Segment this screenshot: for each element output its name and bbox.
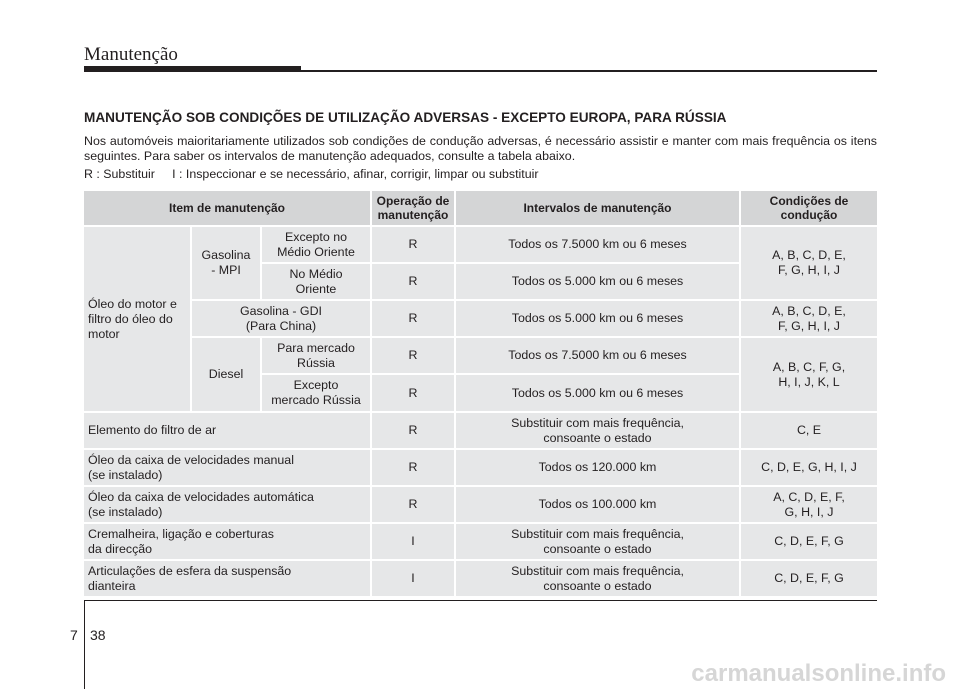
- legend-text: R : Substituir I : Inspeccionar e se necessário, afinar, corrigir, limpar ou substituir: [84, 167, 539, 181]
- conditions-cell: C, D, E, G, H, I, J: [741, 450, 877, 485]
- operation-cell: I: [372, 561, 454, 596]
- footer-rule: [84, 600, 877, 601]
- sub-row-label: Excepto no Médio Oriente: [262, 227, 370, 262]
- header-rule-thin: [301, 70, 877, 72]
- gasoline-mpi-label: Gasolina - MPI: [192, 227, 260, 299]
- interval-cell: Todos os 120.000 km: [456, 450, 739, 485]
- interval-cell: Todos os 7.5000 km ou 6 meses: [456, 338, 739, 373]
- sub-row-label: Excepto mercado Rússia: [262, 375, 370, 411]
- interval-cell: Substituir com mais frequência, consoante o estado: [456, 413, 739, 448]
- header-intervals: Intervalos de manutenção: [456, 191, 739, 225]
- conditions-cell: A, B, C, D, E, F, G, H, I, J: [741, 301, 877, 336]
- conditions-cell: A, C, D, E, F, G, H, I, J: [741, 487, 877, 522]
- operation-cell: R: [372, 264, 454, 299]
- gasoline-gdi-label: Gasolina - GDI (Para China): [192, 301, 370, 336]
- interval-cell: Todos os 5.000 km ou 6 meses: [456, 264, 739, 299]
- operation-cell: R: [372, 413, 454, 448]
- section-title: MANUTENÇÃO SOB CONDIÇÕES DE UTILIZAÇÃO ADVERSAS - EXCEPTO EUROPA, PARA RÚSSIA: [84, 110, 727, 125]
- conditions-cell: C, D, E, F, G: [741, 524, 877, 559]
- interval-cell: Substituir com mais frequência, consoante o estado: [456, 524, 739, 559]
- header-conditions: Condições de condução: [741, 191, 877, 225]
- conditions-cell: A, B, C, F, G, H, I, J, K, L: [741, 338, 877, 411]
- header-operation: Operação de manutenção: [372, 191, 454, 225]
- chapter-number: 7: [70, 627, 78, 643]
- engine-oil-item: Óleo do motor e filtro do óleo do motor: [84, 227, 190, 411]
- conditions-cell: A, B, C, D, E, F, G, H, I, J: [741, 227, 877, 299]
- footer-vertical-rule: [84, 600, 85, 689]
- diesel-label: Diesel: [192, 338, 260, 411]
- header-item: Item de manutenção: [84, 191, 370, 225]
- operation-cell: R: [372, 487, 454, 522]
- table-row-item: Óleo da caixa de velocidades manual (se instalado): [84, 450, 370, 485]
- interval-cell: Todos os 100.000 km: [456, 487, 739, 522]
- table-row-item: Articulações de esfera da suspensão dianteira: [84, 561, 370, 596]
- interval-cell: Todos os 5.000 km ou 6 meses: [456, 301, 739, 336]
- page-header-title: Manutenção: [84, 44, 178, 65]
- operation-cell: R: [372, 227, 454, 262]
- section-intro: Nos automóveis maioritariamente utilizados sob condições de condução adversas, é necessário assistir e manter com mais frequência os itens seguintes. Para saber os intervalos de manutenção adequados, consulte a tabela abaixo.: [84, 134, 877, 163]
- table-row-item: Elemento do filtro de ar: [84, 413, 370, 448]
- operation-cell: R: [372, 338, 454, 373]
- table-row-item: Cremalheira, ligação e coberturas da direcção: [84, 524, 370, 559]
- operation-cell: R: [372, 375, 454, 411]
- interval-cell: Substituir com mais frequência, consoante o estado: [456, 561, 739, 596]
- conditions-cell: C, E: [741, 413, 877, 448]
- operation-cell: R: [372, 450, 454, 485]
- conditions-cell: C, D, E, F, G: [741, 561, 877, 596]
- header-rule-thick: [84, 66, 301, 72]
- sub-row-label: Para mercado Rússia: [262, 338, 370, 373]
- page-number: 38: [90, 627, 106, 643]
- table-row-item: Óleo da caixa de velocidades automática (se instalado): [84, 487, 370, 522]
- operation-cell: R: [372, 301, 454, 336]
- interval-cell: Todos os 5.000 km ou 6 meses: [456, 375, 739, 411]
- watermark: carmanualsonline.info: [691, 660, 946, 687]
- sub-row-label: No Médio Oriente: [262, 264, 370, 299]
- interval-cell: Todos os 7.5000 km ou 6 meses: [456, 227, 739, 262]
- operation-cell: I: [372, 524, 454, 559]
